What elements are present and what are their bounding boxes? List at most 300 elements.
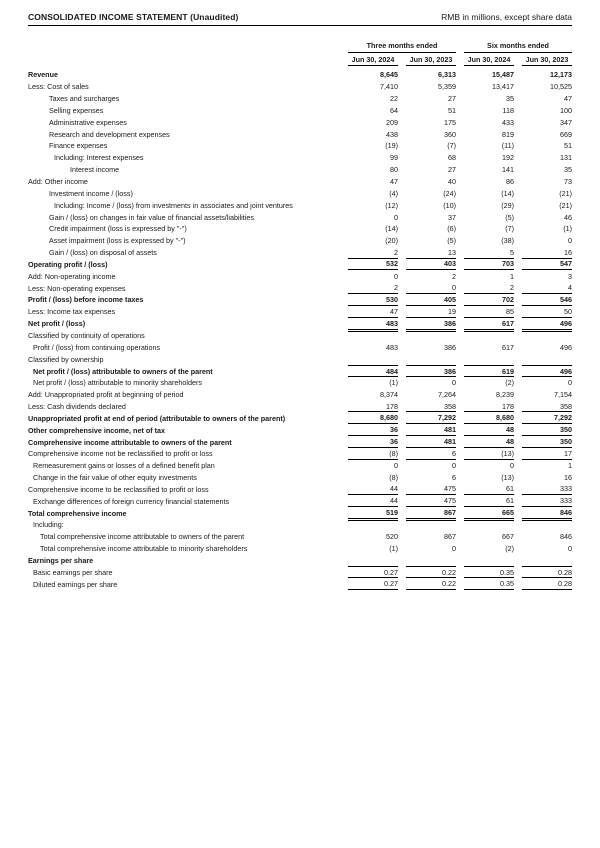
value-cell: (4) [389,188,398,198]
row-label: Investment income / (loss) [49,188,133,198]
value-cell: (7) [447,141,456,151]
row-values [348,164,572,176]
value-cell: 86 [506,177,514,187]
row-values [348,377,572,389]
value-cell: (2) [505,544,514,554]
table-row [28,353,572,365]
table-row [28,259,572,271]
value-cell: 547 [522,259,572,271]
value-cell: 7,410 [380,82,398,92]
table-row [28,176,572,188]
table-row [28,330,572,342]
value-cell [406,519,456,531]
value-cell: 47 [390,177,398,187]
value-cell [406,330,456,342]
value-cell: 667 [502,532,514,542]
row-values [348,436,572,448]
value-cell: 0.35 [464,566,514,578]
value-cell: 192 [502,153,514,163]
value-cell: 350 [522,436,572,448]
value-cell: 16 [564,473,572,483]
value-cell: (11) [501,141,514,151]
table-row [28,306,572,318]
value-cell: 350 [522,424,572,436]
row-label: Comprehensive income not be reclassified to profit or loss [28,449,213,459]
row-values [348,330,572,342]
value-cell: 0.35 [464,578,514,590]
row-values [348,318,572,330]
value-cell: 73 [564,177,572,187]
row-values [348,235,572,247]
value-cell: 0.27 [348,578,398,590]
table-row [28,555,572,567]
row-label: Revenue [28,70,58,80]
value-cell: 0 [452,461,456,471]
col-date-header: Jun 30, 2023 [522,55,572,67]
table-row [28,128,572,140]
row-label: Basic earnings per share [33,567,113,577]
table-row [28,235,572,247]
value-cell [348,353,398,365]
row-label: Interest income [70,165,120,175]
row-values [348,484,572,496]
value-cell: 16 [522,247,572,259]
row-values [348,495,572,507]
row-values [348,69,572,81]
value-cell: (38) [501,236,514,246]
row-values [348,259,572,271]
value-cell: 50 [522,306,572,318]
value-cell [464,330,514,342]
row-label: Add: Other income [28,177,88,187]
value-cell: 178 [464,401,514,413]
value-cell: 80 [390,165,398,175]
row-label: Classified by ownership [28,354,104,364]
row-label: Comprehensive income attributable to owners of the parent [28,437,232,447]
value-cell: (10) [443,200,456,210]
table-row [28,93,572,105]
value-cell: 44 [348,484,398,496]
value-cell: 99 [390,153,398,163]
value-cell: 438 [386,129,398,139]
table-row [28,164,572,176]
table-row [28,294,572,306]
table-row [28,282,572,294]
row-label: Administrative expenses [49,117,127,127]
col-date-header: Jun 30, 2024 [348,55,398,67]
value-cell: 333 [522,495,572,507]
value-cell: 3 [568,271,572,281]
row-label: Total comprehensive income attributable to owners of the parent [40,532,245,542]
table-row [28,519,572,531]
value-cell: 13 [406,247,456,259]
table-row [28,187,572,199]
value-cell: 85 [464,306,514,318]
value-cell: 0 [510,461,514,471]
row-label: Less: Non-operating expenses [28,283,126,293]
value-cell: 819 [502,129,514,139]
row-label: Finance expenses [49,141,108,151]
row-label: Profit / (loss) before income taxes [28,295,144,305]
value-cell: 27 [448,165,456,175]
value-cell: 6 [406,448,456,460]
row-label: Less: Income tax expenses [28,307,116,317]
table-row [28,81,572,93]
value-cell: 36 [348,424,398,436]
value-cell [522,330,572,342]
row-label: Less: Cost of sales [28,82,89,92]
table-row [28,116,572,128]
row-label: Total comprehensive income [28,508,127,518]
value-cell [522,353,572,365]
row-values [348,389,572,401]
row-values [348,152,572,164]
value-cell: 484 [348,365,398,377]
row-label: Exchange differences of foreign currency financial statements [33,496,230,506]
value-cell: 520 [386,532,398,542]
row-label: Earnings per share [28,556,94,566]
row-values [348,247,572,259]
row-values [348,448,572,460]
row-label: Change in the fair value of other equity investments [33,473,197,483]
col-date-header: Jun 30, 2024 [464,55,514,67]
row-values [348,223,572,235]
table-row [28,460,572,472]
table-row [28,341,572,353]
row-label: Net profit / (loss) attributable to minority shareholders [33,378,202,388]
table-row [28,377,572,389]
value-cell: 4 [522,282,572,294]
value-cell: 403 [406,259,456,271]
row-label: Including: Income / (loss) from investments in associates and joint ventures [54,200,293,210]
table-row [28,223,572,235]
value-cell: (21) [559,188,572,198]
value-cell: 8,680 [464,412,514,424]
value-cell [406,555,456,567]
row-values [348,424,572,436]
table-row [28,484,572,496]
value-cell: 44 [348,495,398,507]
value-cell: 46 [564,212,572,222]
value-cell: (5) [505,212,514,222]
value-cell: 867 [444,532,456,542]
value-cell [464,555,514,567]
table-row [28,472,572,484]
value-cell: 483 [348,318,398,330]
value-cell: 475 [406,495,456,507]
value-cell: 2 [348,247,398,259]
row-label: Asset impairment (loss is expressed by "-") [49,236,186,246]
value-cell: (13) [501,473,514,483]
row-values [348,306,572,318]
value-cell: 496 [522,318,572,330]
table-row [28,495,572,507]
value-cell: (21) [559,200,572,210]
row-label: Less: Cash dividends declared [28,402,126,412]
value-cell: 6 [452,473,456,483]
row-label: Add: Unappropriated profit at beginning of period [28,390,184,400]
table-row [28,318,572,330]
row-values [348,187,572,199]
row-label: Net profit / (loss) attributable to owners of the parent [33,366,213,376]
row-label: Research and development expenses [49,129,170,139]
table-row [28,199,572,211]
value-cell: 0 [568,236,572,246]
value-cell: 867 [406,507,456,519]
value-cell: 22 [390,94,398,104]
row-values [348,555,572,567]
value-cell [406,353,456,365]
value-cell: (2) [505,378,514,388]
value-cell: (19) [385,141,398,151]
value-cell: 333 [522,484,572,496]
value-cell: 496 [560,342,572,352]
row-label: Net profit / (loss) [28,319,86,329]
value-cell: 64 [390,105,398,115]
table-row [28,578,572,590]
value-cell: 48 [464,436,514,448]
value-cell: 27 [448,94,456,104]
value-cell: 0 [406,282,456,294]
value-cell: 386 [406,365,456,377]
table-row [28,531,572,543]
row-label: Diluted earnings per share [33,579,118,589]
value-cell: (1) [389,544,398,554]
row-label: Profit / (loss) from continuing operations [33,342,161,352]
row-values [348,282,572,294]
value-cell [348,330,398,342]
row-values [348,341,572,353]
table-row [28,211,572,223]
value-cell: (20) [385,236,398,246]
value-cell: 118 [502,105,514,115]
value-cell: 7,292 [406,412,456,424]
value-cell: 141 [502,165,514,175]
col-group-header: Three months ended [348,41,456,53]
col-date-header: Jun 30, 2023 [406,55,456,67]
value-cell: 358 [406,401,456,413]
value-cell: 36 [348,436,398,448]
value-cell: 2 [348,282,398,294]
row-label: Unappropriated profit at end of period (attributable to owners of the parent) [28,413,286,423]
value-cell: 68 [448,153,456,163]
value-cell: 0.27 [348,566,398,578]
value-cell: 846 [560,532,572,542]
value-cell: 0 [394,212,398,222]
value-cell: (1) [563,224,572,234]
units-note: RMB in millions, except share data [441,12,572,22]
value-cell: (7) [505,224,514,234]
value-cell: 386 [444,342,456,352]
col-group-header: Six months ended [464,41,572,53]
table-row [28,424,572,436]
row-values [348,116,572,128]
value-cell: 617 [502,342,514,352]
value-cell: 6,313 [438,70,456,80]
value-cell: 8,239 [496,390,514,400]
table-row [28,270,572,282]
row-values [348,93,572,105]
value-cell: 496 [522,365,572,377]
value-cell: 0 [452,378,456,388]
value-cell [522,519,572,531]
value-cell [464,519,514,531]
value-cell: 0 [394,461,398,471]
value-cell: (24) [443,188,456,198]
row-values [348,566,572,578]
value-cell: 546 [522,294,572,306]
value-cell: 360 [444,129,456,139]
value-cell: 131 [560,153,572,163]
value-cell: 617 [464,318,514,330]
value-cell: 475 [406,484,456,496]
table-row [28,389,572,401]
value-cell: 433 [502,117,514,127]
value-cell: 19 [406,306,456,318]
value-cell: 47 [564,94,572,104]
value-cell: 209 [386,117,398,127]
row-values [348,543,572,555]
row-values [348,472,572,484]
value-cell: 2 [464,282,514,294]
row-values [348,507,572,519]
value-cell: 5,359 [438,82,456,92]
row-values [348,294,572,306]
row-values [348,353,572,365]
row-values [348,412,572,424]
row-values [348,270,572,282]
row-values [348,401,572,413]
value-cell: 40 [448,177,456,187]
row-label: Gain / (loss) on changes in fair value of financial assets/liabilities [49,212,254,222]
value-cell: 519 [348,507,398,519]
row-label: Remeasurement gains or losses of a defined benefit plan [33,461,215,471]
table-row [28,436,572,448]
value-cell: (12) [385,200,398,210]
table-row [28,401,572,413]
value-cell [348,555,398,567]
value-cell: 665 [464,507,514,519]
row-label: Comprehensive income to be reclassified to profit or loss [28,484,209,494]
value-cell: 8,374 [380,390,398,400]
table-row [28,365,572,377]
value-cell: 10,525 [550,82,572,92]
value-cell: 1 [510,271,514,281]
value-cell: 7,292 [522,412,572,424]
row-label: Operating profit / (loss) [28,259,108,269]
value-cell: 61 [464,484,514,496]
value-cell: 846 [522,507,572,519]
value-cell [464,353,514,365]
table-row [28,105,572,117]
value-cell: 178 [348,401,398,413]
value-cell: 619 [464,365,514,377]
row-values [348,531,572,543]
page-title: CONSOLIDATED INCOME STATEMENT (Unaudited) [28,12,239,22]
value-cell: (5) [447,236,456,246]
row-values [348,128,572,140]
value-cell: 7,154 [554,390,572,400]
value-cell: 0.28 [522,566,572,578]
value-cell: 13,417 [492,82,514,92]
row-label: Credit impairment (loss is expressed by "-") [49,224,187,234]
value-cell: 405 [406,294,456,306]
value-cell: 175 [444,117,456,127]
value-cell: 702 [464,294,514,306]
value-cell: (8) [348,448,398,460]
row-label: Taxes and surcharges [49,94,120,104]
row-label: Other comprehensive income, net of tax [28,425,165,435]
value-cell: 358 [522,401,572,413]
value-cell: 35 [564,165,572,175]
value-cell: 0 [568,378,572,388]
row-values [348,176,572,188]
row-values [348,199,572,211]
row-label: Gain / (loss) on disposal of assets [49,248,157,258]
row-values [348,365,572,377]
row-label: Classified by continuity of operations [28,330,145,340]
value-cell: 2 [452,271,456,281]
value-cell: 483 [386,342,398,352]
row-label: Including: Interest expenses [54,153,144,163]
value-cell: 481 [406,436,456,448]
value-cell: 51 [564,141,572,151]
value-cell: 8,680 [348,412,398,424]
table-row [28,566,572,578]
value-cell: 7,264 [438,390,456,400]
value-cell: 703 [464,259,514,271]
row-values [348,140,572,152]
row-label: Including: [33,520,64,530]
value-cell: 0.28 [522,578,572,590]
table-row [28,507,572,519]
value-cell: 17 [522,448,572,460]
row-label: Total comprehensive income attributable to minority shareholders [40,544,248,554]
table-row [28,69,572,81]
table-row [28,152,572,164]
row-label: Add: Non-operating income [28,271,116,281]
row-values [348,460,572,472]
value-cell: (13) [464,448,514,460]
value-cell: 0 [452,544,456,554]
value-cell: 48 [464,424,514,436]
value-cell: 481 [406,424,456,436]
document-header [28,12,572,26]
table-row [28,412,572,424]
value-cell: 0 [568,544,572,554]
value-cell: 15,487 [492,70,514,80]
row-values [348,211,572,223]
value-cell: 47 [348,306,398,318]
table-row [28,247,572,259]
value-cell: 61 [464,495,514,507]
value-cell: 100 [560,105,572,115]
row-values [348,105,572,117]
value-cell: 386 [406,318,456,330]
row-label: Selling expenses [49,105,104,115]
value-cell: 5 [464,247,514,259]
value-cell: 12,173 [550,70,572,80]
value-cell [348,519,398,531]
value-cell: (8) [389,473,398,483]
table-row [28,448,572,460]
value-cell: 0 [394,271,398,281]
value-cell: 532 [348,259,398,271]
value-cell: (6) [447,224,456,234]
value-cell: (29) [501,200,514,210]
value-cell: 0.22 [406,578,456,590]
value-cell: (14) [385,224,398,234]
